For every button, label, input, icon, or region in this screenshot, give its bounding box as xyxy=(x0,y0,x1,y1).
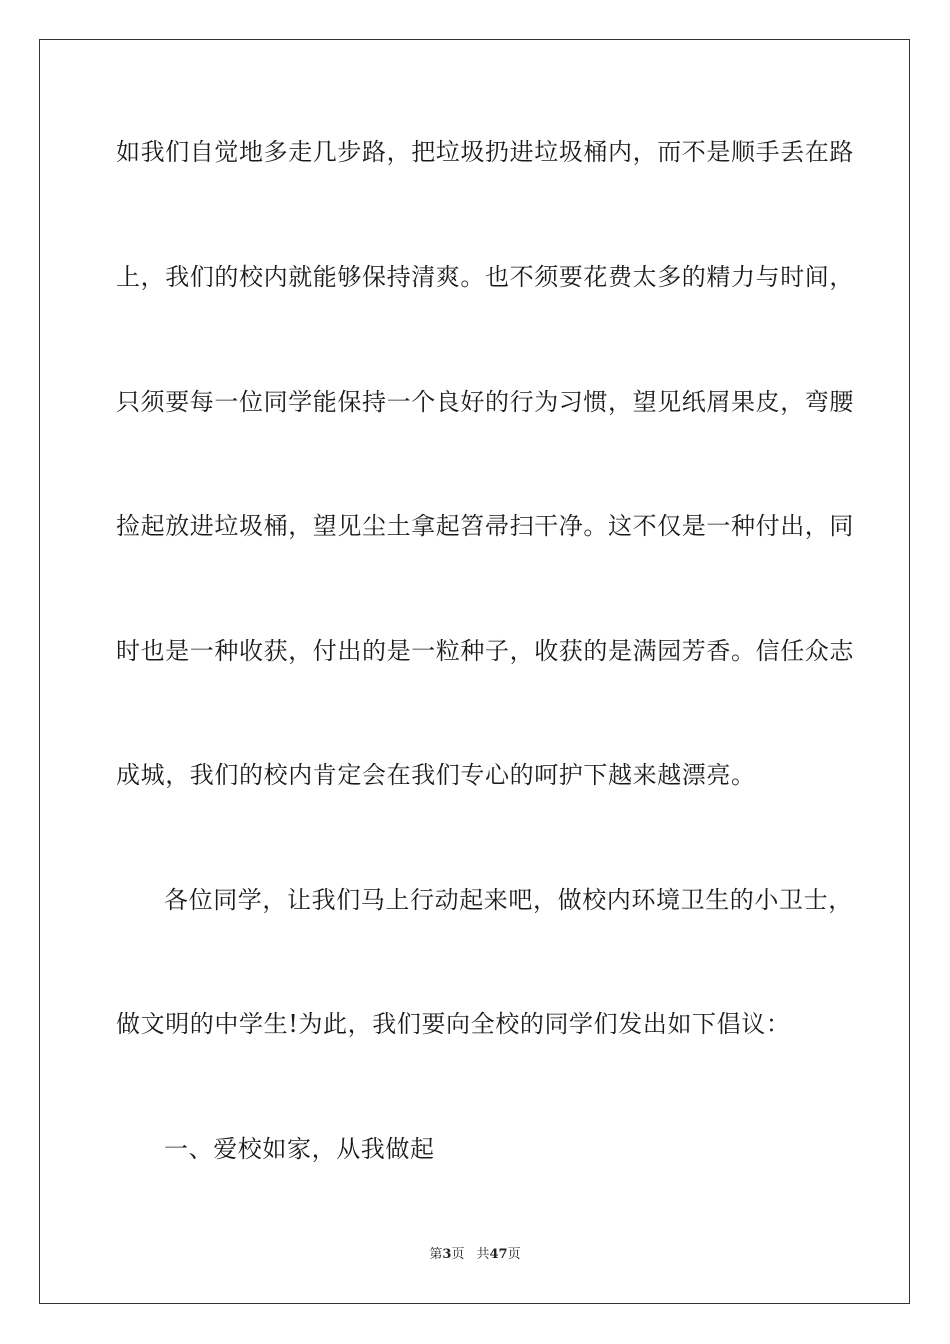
page-suffix: 页 xyxy=(451,1247,465,1262)
body-text-line-3: 只须要每一位同学能保持一个良好的行为习惯，望见纸屑果皮，弯腰 xyxy=(116,388,854,416)
section-heading: 一、爱校如家，从我做起 xyxy=(164,1135,435,1163)
total-suffix: 页 xyxy=(507,1247,521,1262)
total-prefix: 共 xyxy=(476,1247,490,1262)
paragraph-indented-line-1: 各位同学，让我们马上行动起来吧，做校内环境卫生的小卫士， xyxy=(164,886,853,914)
body-text-line-6: 成城，我们的校内肯定会在我们专心的呵护下越来越漂亮。 xyxy=(116,761,756,789)
body-text-line-1: 如我们自觉地多走几步路，把垃圾扔进垃圾桶内，而不是顺手丢在路 xyxy=(116,138,854,166)
body-text-line-5: 时也是一种收获，付出的是一粒种子，收获的是满园芳香。信任众志 xyxy=(116,637,854,665)
body-text-line-2: 上，我们的校内就能够保持清爽。也不须要花费太多的精力与时间， xyxy=(116,263,854,291)
page-number: 3 xyxy=(442,1247,452,1262)
page-border xyxy=(39,39,910,1304)
page-footer xyxy=(0,1246,950,1264)
page-prefix: 第 xyxy=(429,1247,443,1262)
total-pages: 47 xyxy=(489,1247,508,1262)
paragraph-line-2: 做文明的中学生!为此，我们要向全校的同学们发出如下倡议： xyxy=(116,1010,791,1038)
body-text-line-4: 捡起放进垃圾桶，望见尘土拿起笤帚扫干净。这不仅是一种付出，同 xyxy=(116,512,854,540)
